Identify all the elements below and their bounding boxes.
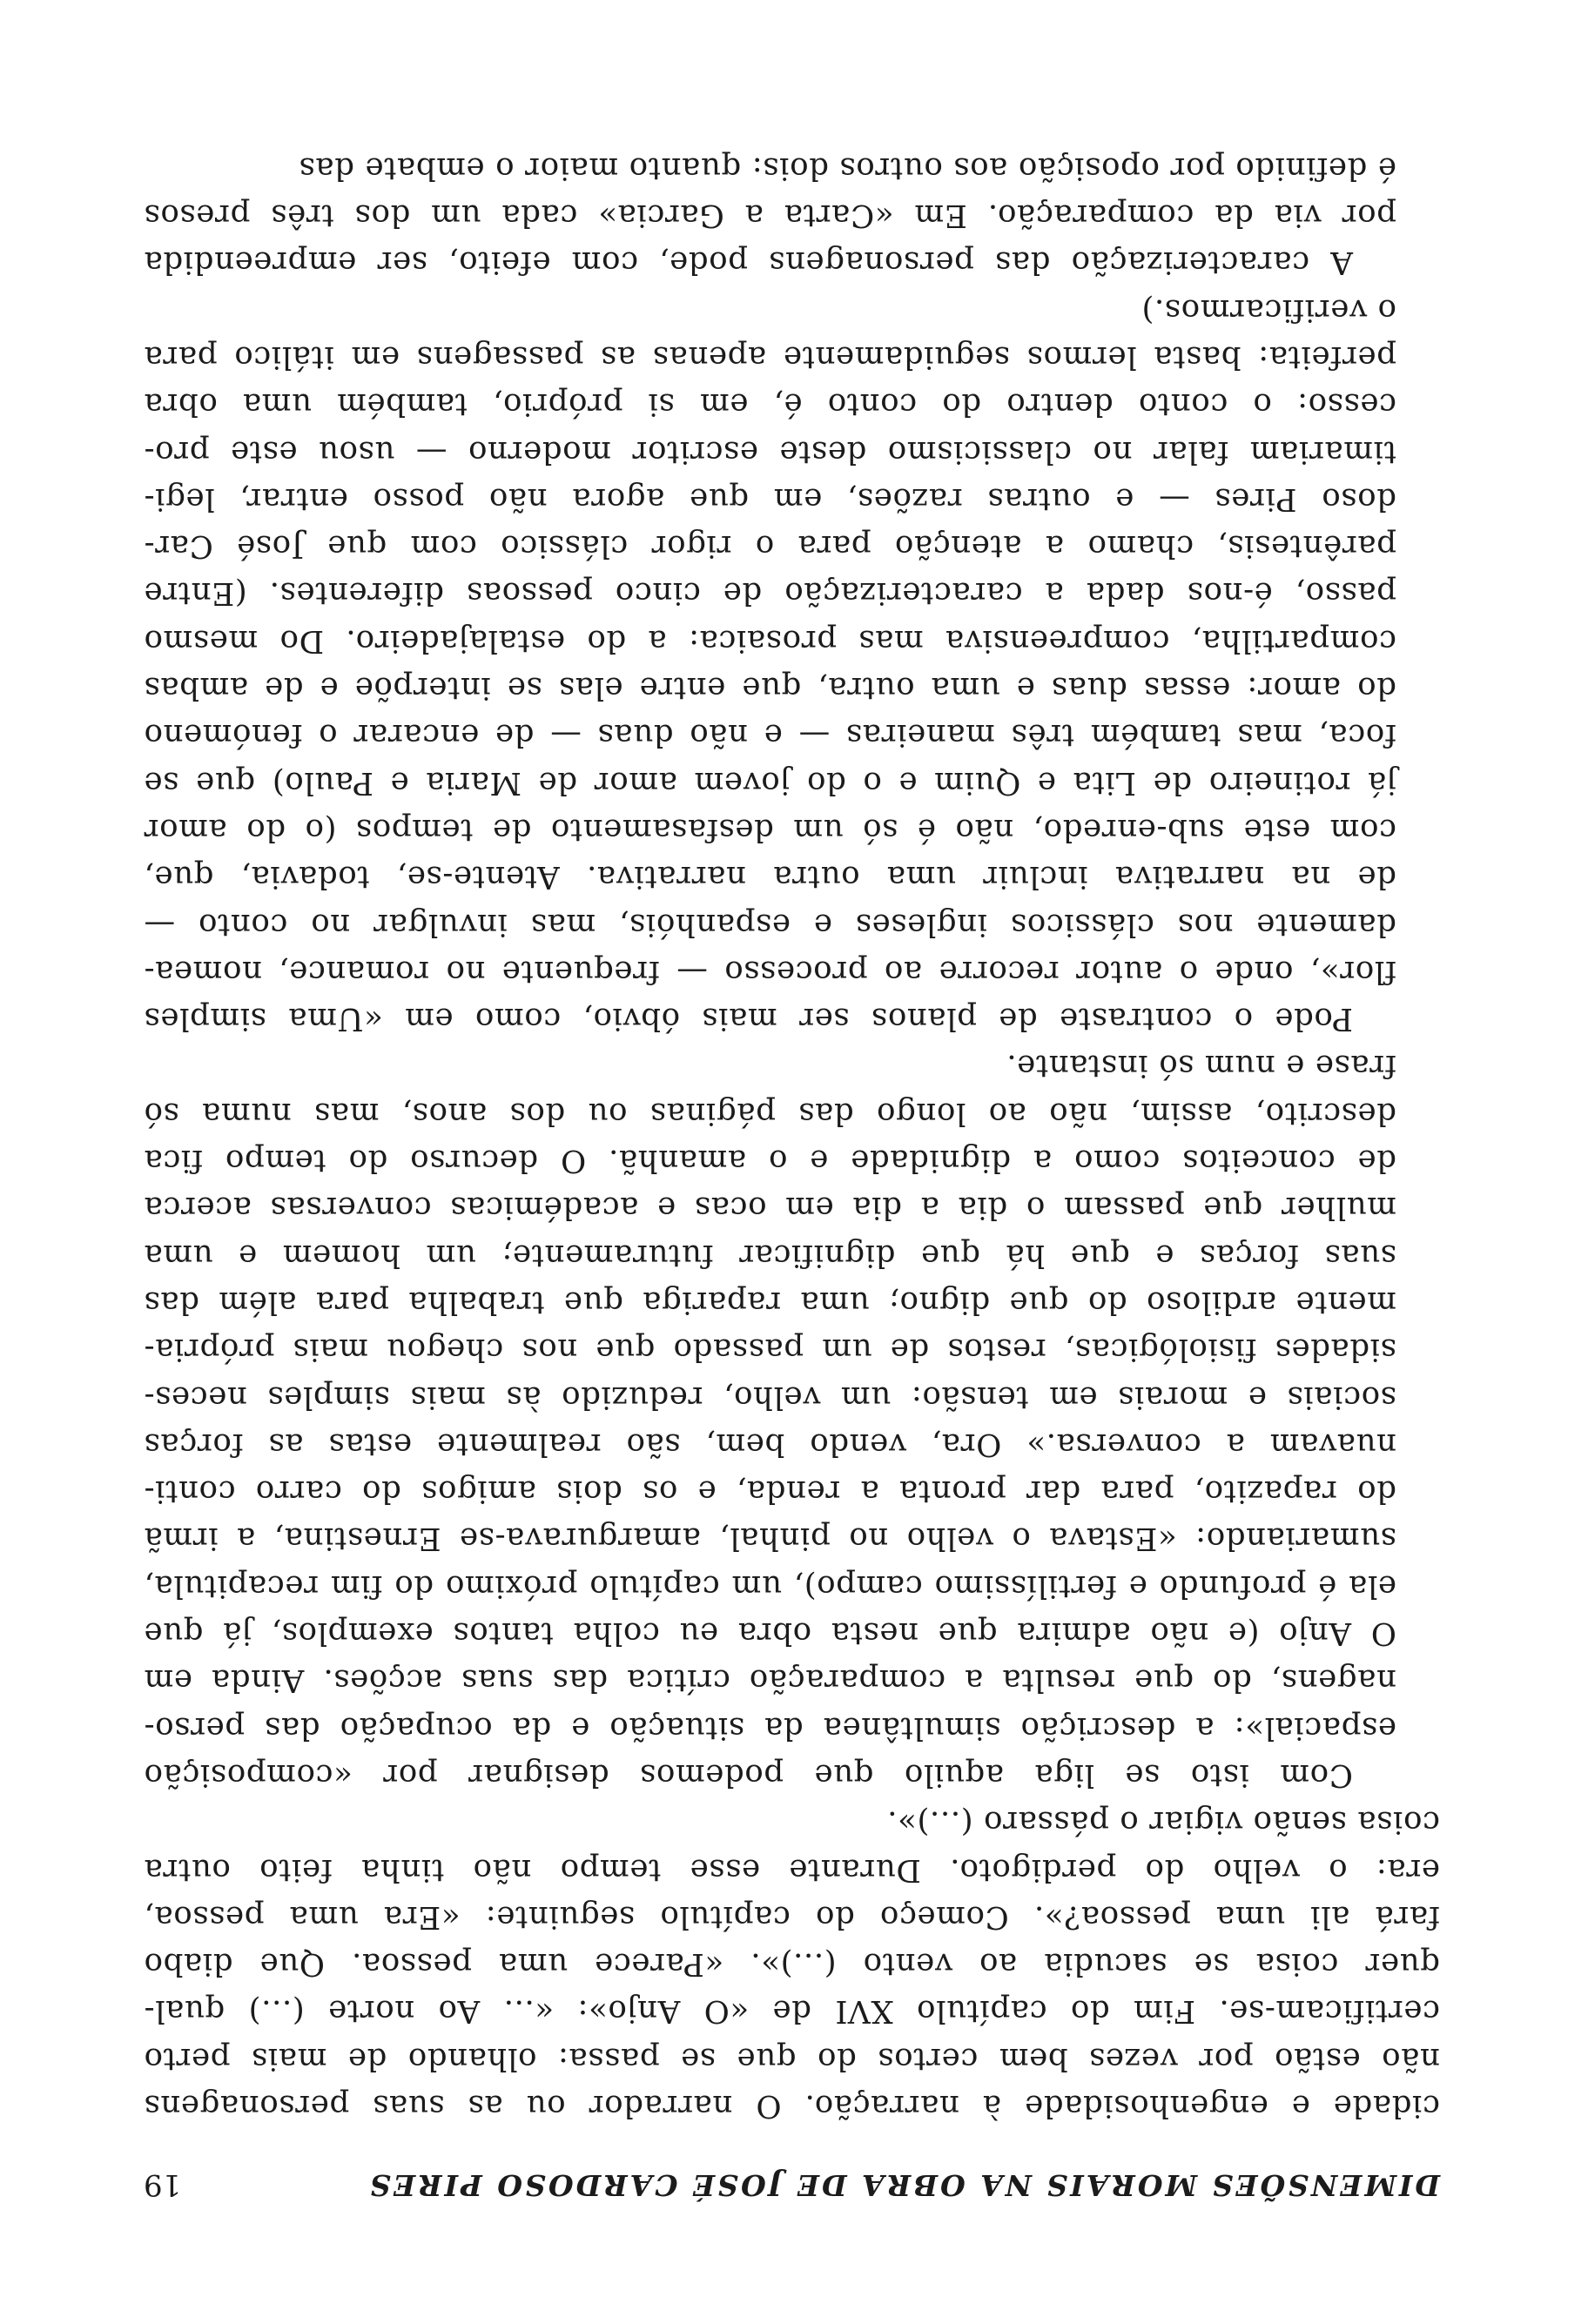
text-line: coisa senão vigiar o pássaro (...)». bbox=[886, 1804, 1440, 1841]
running-title: DIMENSÕES MORAIS NA OBRA DE JOSÉ CARDOSO PIRES bbox=[367, 2168, 1440, 2202]
text-line: passo, é-nos dada a caracterização de cinco pessoas diferentes. (Entre bbox=[144, 575, 1396, 612]
text-line: fará ali uma pessoa?». Começo do capítulo seguinte: «Era uma pessoa, bbox=[144, 1898, 1440, 1935]
text-line: O Anjo (e não admira que nesta obra eu colha tantos exemplos, já que bbox=[144, 1615, 1396, 1652]
text-line: damente nos clássicos ingleses e espanhóis, mas invulgar no conto — bbox=[144, 906, 1396, 943]
text-line: perfeita: basta lermos seguidamente apenas as passagens em itálico para bbox=[144, 339, 1396, 376]
text-line: doso Pires — e outras razões, em que agora não posso entrar, legi- bbox=[144, 480, 1396, 517]
text-line: cidade e engenhosidade à narração. O narrador ou as suas personagens bbox=[144, 2088, 1440, 2124]
text-line: cesso: o conto dentro do conto é, em si próprio, também uma obra bbox=[144, 386, 1396, 423]
text-line: com este sub-enredo, não é só um desfasamento de tempos (o do amor bbox=[144, 811, 1396, 848]
paragraph bbox=[144, 144, 1440, 286]
text-line: frase e num só instante. bbox=[1006, 1048, 1396, 1085]
text-line: compartilha, compreensiva mas prosaica: a do estalajadeiro. Do mesmo bbox=[144, 622, 1396, 659]
text-line: já rotineiro de Lita e Quim e o do jovem amor de Maria e Paulo) que se bbox=[144, 764, 1396, 801]
paragraph bbox=[144, 1798, 1440, 2129]
text-line: do rapazito, para dar pronta a renda, e os dois amigos do carro conti- bbox=[144, 1474, 1396, 1510]
body-text bbox=[144, 144, 1440, 2129]
text-line: Com isto se liga aquilo que podemos designar por «composição bbox=[144, 1756, 1353, 1793]
text-line: certificam-se. Fim do capítulo XVI de «O Anjo»: «... Ao norte (...) qual- bbox=[144, 1993, 1440, 2030]
text-line: suas forças e que há que dignificar futuramente; um homem e uma bbox=[144, 1237, 1396, 1273]
text-line: não estão por vezes bem certos do que se passa: olhando de mais perto bbox=[144, 2040, 1440, 2077]
text-line: de na narrativa incluir uma outra narrativa. Atente-se, todavia, que, bbox=[144, 859, 1396, 896]
page-number: 19 bbox=[144, 2167, 182, 2202]
paragraph bbox=[144, 1042, 1440, 1798]
text-line: timariam falar no classicismo deste escritor moderno — usou este pro- bbox=[144, 433, 1396, 470]
text-line: do amor: essas duas e uma outra, que entre elas se interpõe e de ambas bbox=[144, 670, 1396, 707]
text-line: é definido por oposição aos outros dois: quanto maior o embate das bbox=[298, 150, 1396, 186]
text-line: nuavam a conversa.» Ora, vendo bem, são realmente estas as forças bbox=[144, 1426, 1396, 1462]
text-line: espacial»: a descrição simultânea da situação e da ocupação das perso- bbox=[144, 1709, 1396, 1746]
text-line: o verificarmos.) bbox=[1141, 292, 1396, 328]
text-line: era: o velho do perdigoto. Durante esse tempo não tinha feito outra bbox=[144, 1851, 1440, 1888]
text-line: sociais e morais em tensão: um velho, reduzido às mais simples neces- bbox=[144, 1379, 1396, 1415]
text-line: parêntesis, chamo a atenção para o rigor clássico com que José Car- bbox=[144, 528, 1396, 565]
running-header bbox=[144, 2167, 1440, 2202]
text-line: ela é profundo e fertilíssimo campo), um capítulo próximo do fim recapitula, bbox=[144, 1568, 1396, 1604]
text-line: sidades fisiológicas, restos de um passado que nos chegou mais própria- bbox=[144, 1332, 1396, 1368]
text-line: sumariando: «Estava o velho no pinhal, amargurava-se Ernestina, a irmã bbox=[144, 1521, 1396, 1557]
text-line: mente ardiloso do que digno; uma rapariga que trabalha para além das bbox=[144, 1284, 1396, 1320]
text-line: flor», onde o autor recorre ao processo — frequente no romance, nomea- bbox=[144, 953, 1396, 990]
text-line: Pode o contraste de planos ser mais óbvio, como em «Uma simples bbox=[144, 1001, 1353, 1038]
text-line: quer coisa se sacudia ao vento (...)». «Parece uma pessoa. Que diabo bbox=[144, 1946, 1440, 1983]
paragraph bbox=[144, 285, 1440, 1042]
text-line: foca, mas também três maneiras — e não duas — de encarar o fenómeno bbox=[144, 717, 1396, 754]
text-line: de conceitos como a dignidade e o amanhã. O decurso do tempo fica bbox=[144, 1143, 1396, 1179]
text-line: mulher que passam o dia a dia em ocas e académicas conversas acerca bbox=[144, 1190, 1396, 1226]
text-line: nagens, do que resulta a comparação crítica das suas acções. Ainda em bbox=[144, 1662, 1396, 1699]
text-line: por via da comparação. Em «Carta a Garcia» cada um dos três presos bbox=[144, 198, 1396, 234]
text-line: descrito, assim, não ao longo das páginas ou dos anos, mas numa só bbox=[144, 1095, 1396, 1132]
text-line: A caracterização das personagens pode, com efeito, ser empreendida bbox=[144, 245, 1353, 281]
